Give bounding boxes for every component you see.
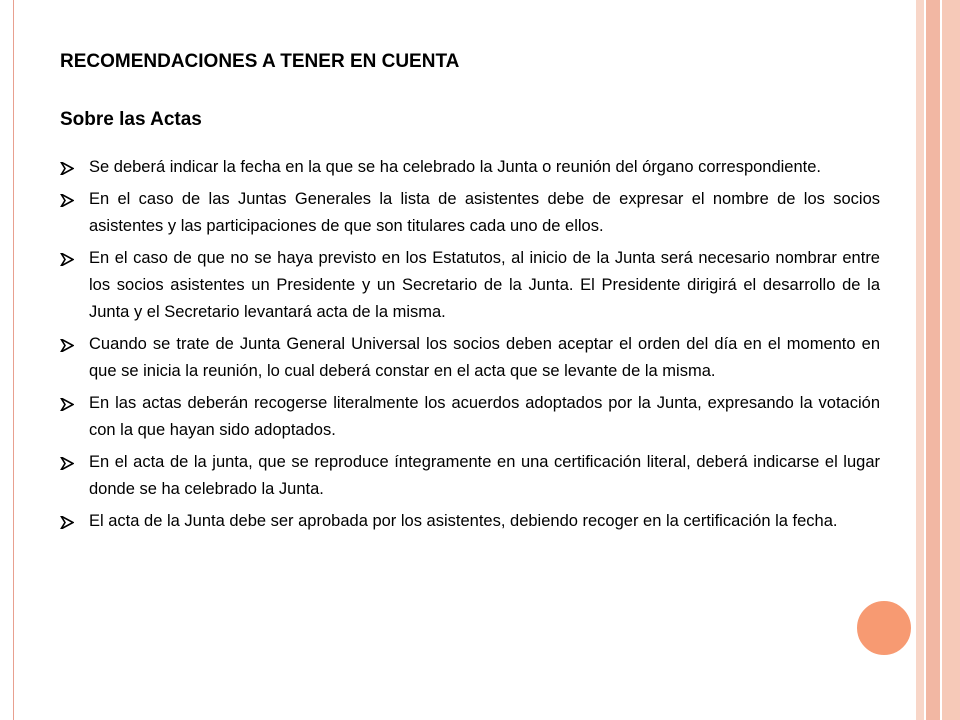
arrowhead-bullet-icon bbox=[60, 194, 74, 207]
bullet-text: El acta de la Junta debe ser aprobada por los asistentes, debiendo recoger en la certificación la fecha. bbox=[89, 512, 838, 530]
bullet-item bbox=[60, 508, 880, 535]
bullet-text: En el acta de la junta, que se reproduce íntegramente en una certificación literal, deberá indicarse el lugar donde se ha celebrado la Junta. bbox=[89, 453, 880, 498]
arrowhead-bullet-icon bbox=[60, 339, 74, 352]
arrowhead-bullet-icon bbox=[60, 457, 74, 470]
right-stripes-decoration bbox=[916, 0, 960, 720]
bullet-item bbox=[60, 390, 880, 444]
bullet-item bbox=[60, 449, 880, 503]
accent-circle-decoration bbox=[855, 599, 913, 657]
bullet-item bbox=[60, 154, 880, 181]
slide-content bbox=[60, 48, 880, 540]
bullet-item bbox=[60, 331, 880, 385]
bullet-item bbox=[60, 245, 880, 326]
bullet-list bbox=[60, 154, 880, 535]
arrowhead-bullet-icon bbox=[60, 253, 74, 266]
bullet-text: Cuando se trate de Junta General Universal los socios deben aceptar el orden del día en el momento en que se inicia la reunión, lo cual deberá constar en el acta que se levante de la misma. bbox=[89, 335, 880, 380]
slide-subtitle: Sobre las Actas bbox=[60, 109, 202, 130]
arrowhead-bullet-icon bbox=[60, 162, 74, 175]
arrowhead-bullet-icon bbox=[60, 516, 74, 529]
bullet-text: En las actas deberán recogerse literalmente los acuerdos adoptados por la Junta, expresando la votación con la que hayan sido adoptados. bbox=[89, 394, 880, 439]
slide-title: RECOMENDACIONES A TENER EN CUENTA bbox=[60, 51, 460, 72]
bullet-text: En el caso de que no se haya previsto en los Estatutos, al inicio de la Junta será necesario nombrar entre los socios asistentes un Presidente y un Secretario de la Junta. El Presidente dirigirá el desarrollo de la Junta y el Secretario levantará acta de la misma. bbox=[89, 249, 880, 321]
arrowhead-bullet-icon bbox=[60, 398, 74, 411]
bullet-item bbox=[60, 186, 880, 240]
left-frame-line bbox=[13, 0, 14, 720]
bullet-text: Se deberá indicar la fecha en la que se ha celebrado la Junta o reunión del órgano correspondiente. bbox=[89, 158, 822, 176]
bullet-text: En el caso de las Juntas Generales la lista de asistentes debe de expresar el nombre de los socios asistentes y las participaciones de que son titulares cada uno de ellos. bbox=[89, 190, 880, 235]
